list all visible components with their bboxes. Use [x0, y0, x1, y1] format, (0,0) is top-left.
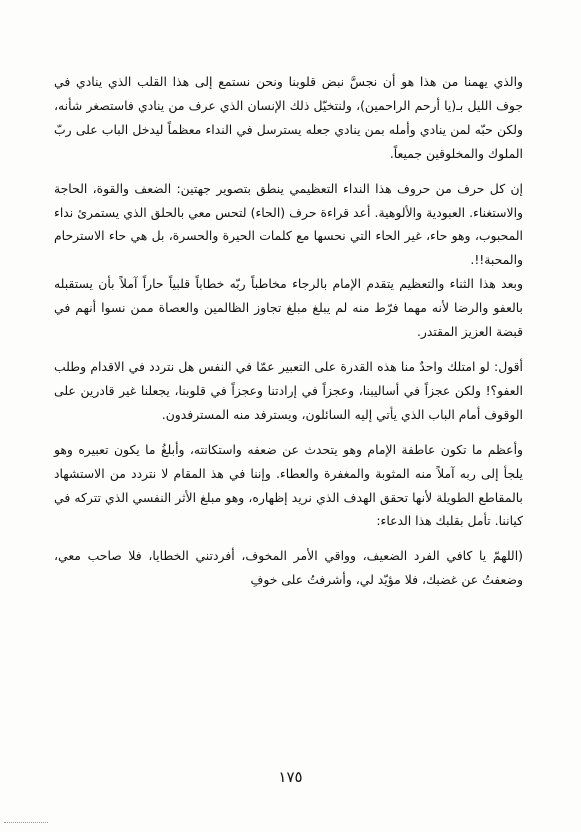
paragraph-1: والذي يهمنا من هذا هو أن نجسَّ نبض قلوبنا ونحن نستمع إلى هذا القلب الذي ينادي في جوف الليل بـ(يا أرحم الراحمين)، ولنتخيّل ذلك الإنسان الذي عرف من ينادي فاستصغر شأنه، ولكن حبّه لمن ينادي وأمله بمن ينادي جعله يسترسل في النداء معظماً ليدخل الباب على ربّ الملوك والمخلوقين جميعاً. [54, 74, 523, 161]
paragraph-4: أقول: لو امتلك واحدٌ منا هذه القدرة على التعبير عمّا في النفس هل نتردد في الاقدام وطلب العفو؟! ولكن عجزاً في أساليبنا، وعجزاً في إرادتنا وعجزاً في قلوبنا، يجعلنا غير قادرين على الوقوف أمام الباب الذي يأتي إليه السائلون، ويسترفد منه المسترفدون. [54, 358, 523, 422]
body-text [54, 70, 523, 592]
scan-edge-mark [4, 822, 48, 827]
paragraph-3: وبعد هذا الثناء والتعظيم يتقدم الإمام بالرجاء مخاطباً ربّه خطاباً قلبياً حاراً آملاً بأن يستقبله بالعفو والرضا لأنه مهما فرّط منه لم يبلغ مبلغ تجاوز الظالمين والعصاة ممن نسوا أنهم في قبضة العزيز المقتدر. [54, 276, 523, 340]
page-number: ١٧٥ [278, 768, 303, 786]
paragraph-6: (اللهمّ يا كافي الفرد الضعيف، وواقي الأمر المخوف، أفردتني الخطايا، فلا صاحب معي، وضعفتُ عن غضبك، فلا مؤيّد لي، وأشرفتُ على خوفِ [54, 548, 523, 588]
paragraph-5: وأعظم ما تكون عاطفة الإمام وهو يتحدث عن ضعفه واستكانته، وأبلغُ ما يكون تعبيره وهو يلجأ إلى ربه آملاً منه المثوبة والمغفرة والعطاء. وإننا في هذ المقام لا نتردد من الاستشهاد بالمقاطع الطويلة لأنها تحقق الهدف الذي نريد إظهاره، وهو مبلغ الأثر النفسي الذي تتركه في كياننا. تأمل بقلبك هذا الدعاء: [54, 441, 523, 529]
paragraph-2: إن كل حرف من حروف هذا النداء التعظيمي ينطق بتصوير جهتين: الضعف والقوة، الحاجة والاستغناء. العبودية والألوهية. أعد قراءة حرف (الحاء) لتحس معي بالحلق الذي يستمرئ نداء المحبوب، وهو حاء، غير الحاء التي نحسها مع كلمات الحيرة والحسرة، بل هي حاء الاسترحام والمحبة!!. [54, 180, 523, 268]
